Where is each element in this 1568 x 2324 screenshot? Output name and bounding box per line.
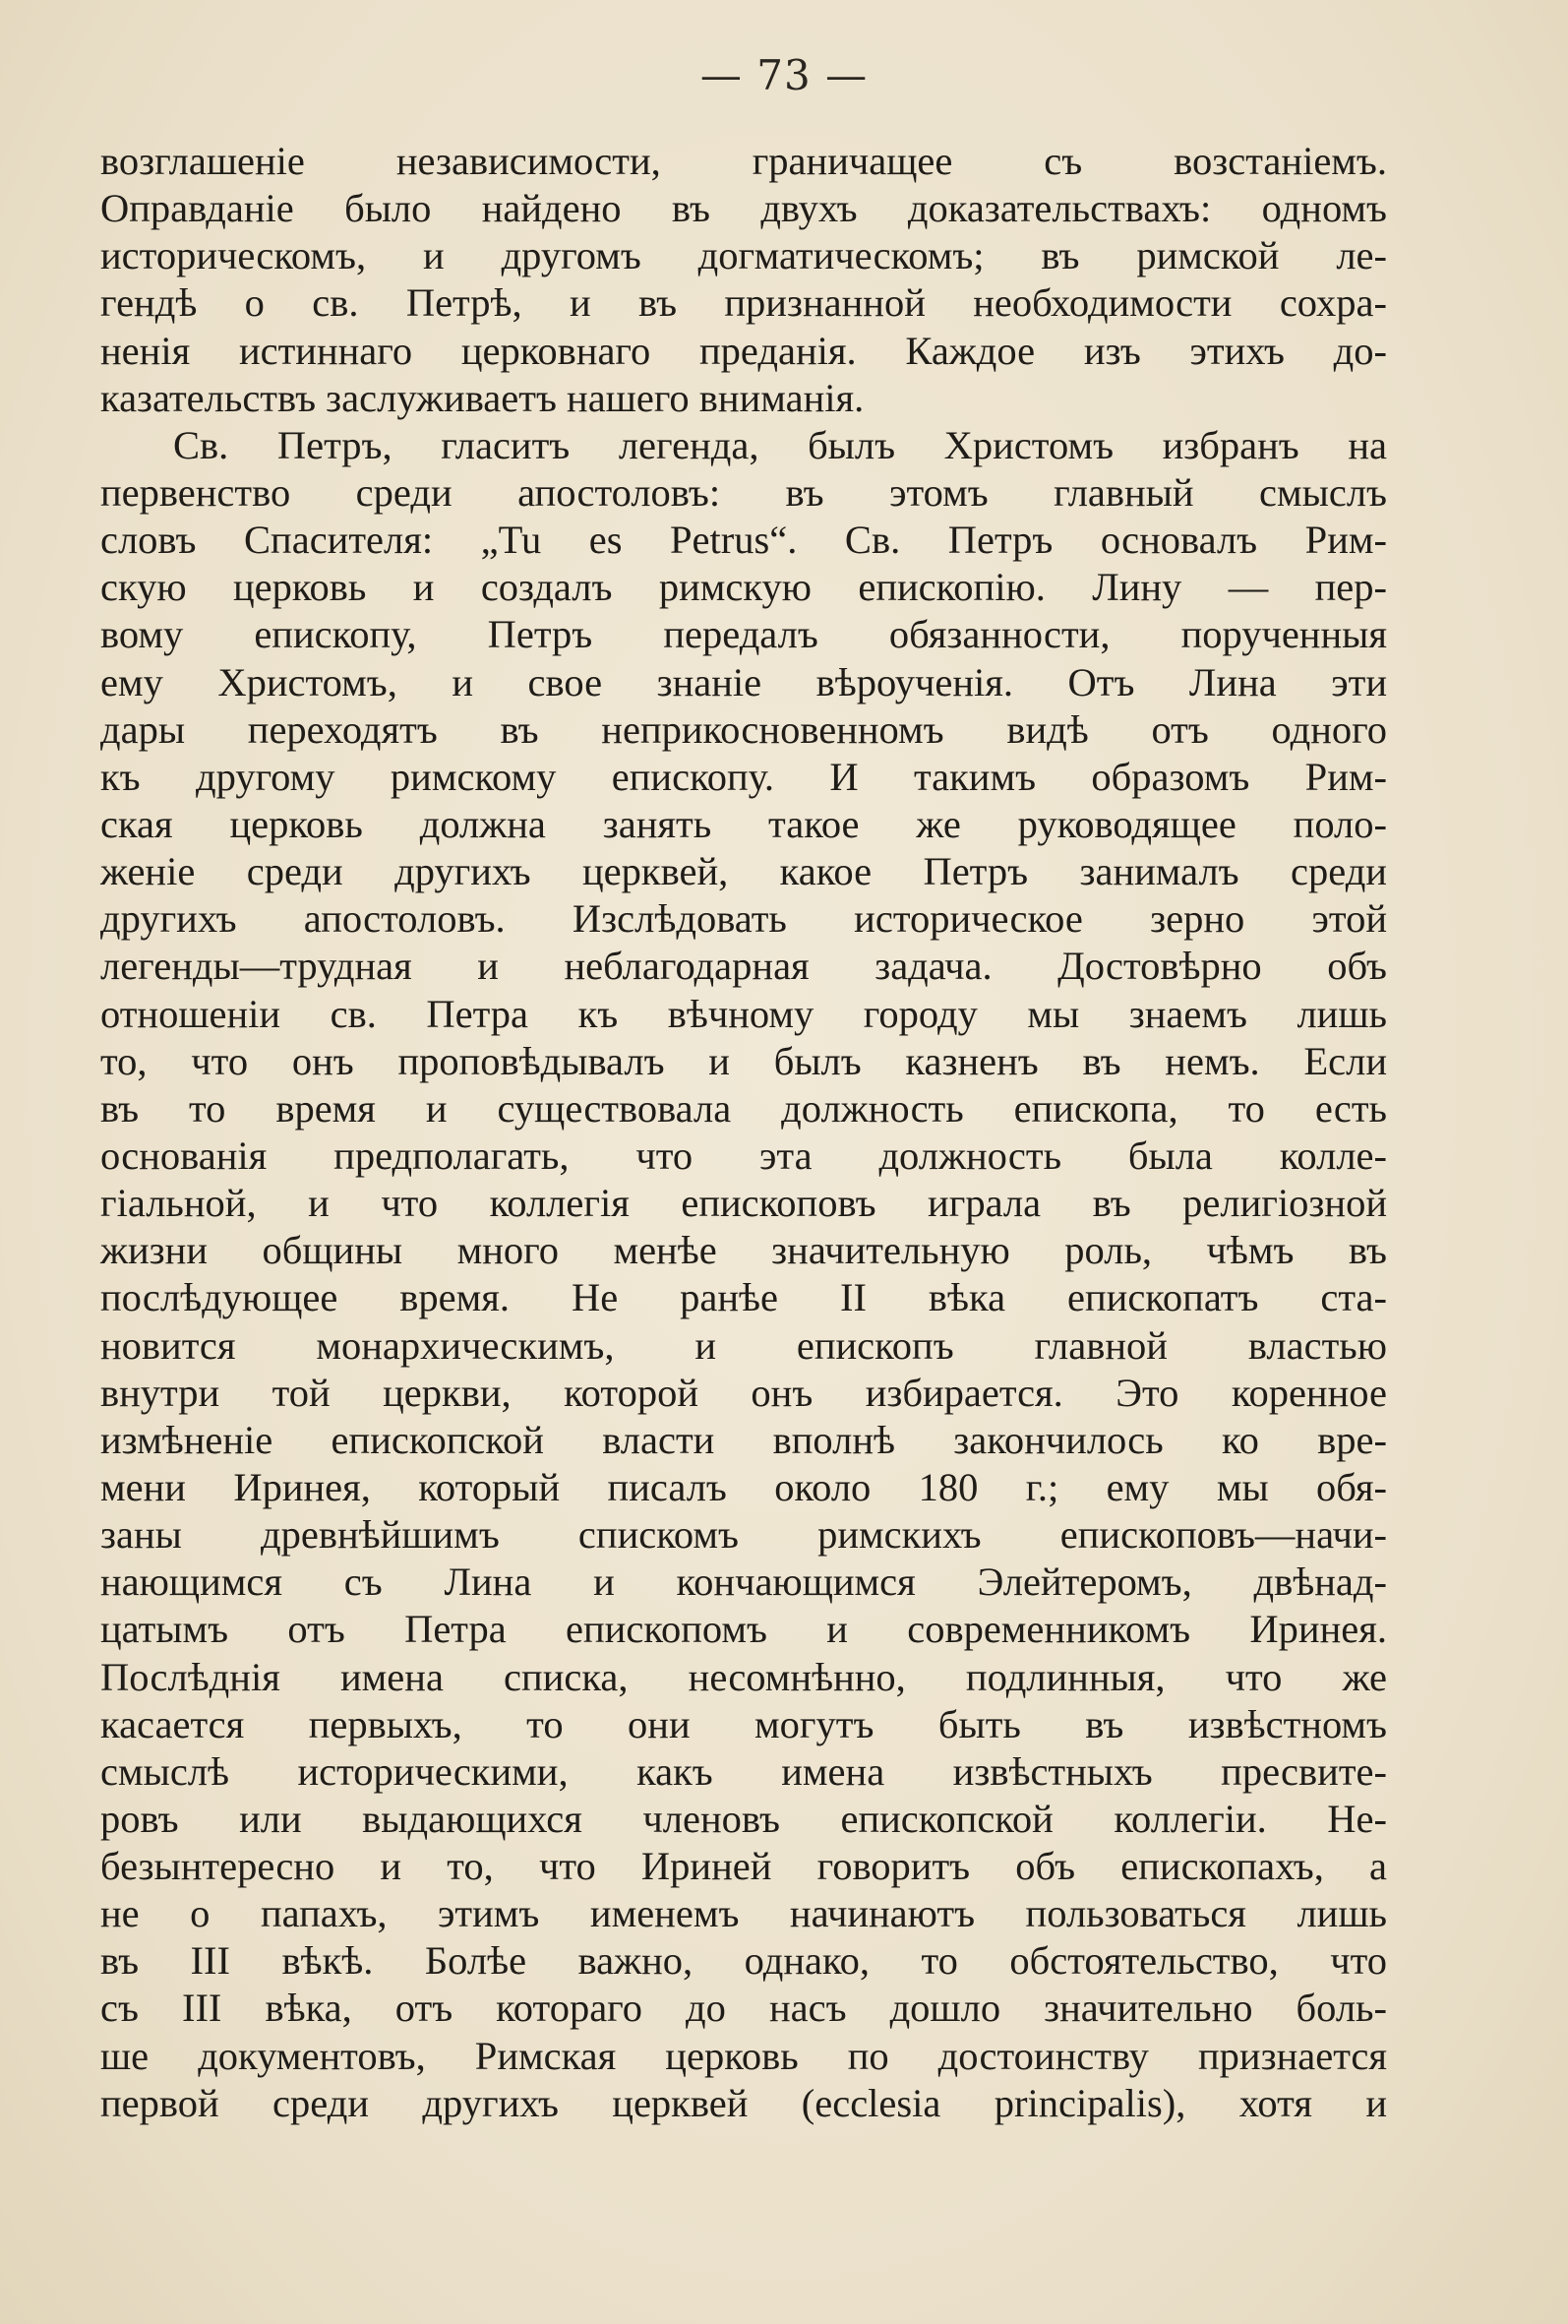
text-line: въ III вѣкѣ. Болѣе важно, однако, то обстоятельство, что — [100, 1938, 1387, 1984]
text-line: другихъ апостоловъ. Изслѣдовать историческое зерно этой — [100, 896, 1387, 942]
text-line: первенство среди апостоловъ: въ этомъ главный смыслъ — [100, 469, 1387, 515]
text-line: измѣненіе епископской власти вполнѣ закончилось ко вре- — [100, 1417, 1387, 1462]
text-line: первой среди другихъ церквей (ecclesia principalis), хотя и — [100, 2080, 1387, 2125]
text-line: ему Христомъ, и свое знаніе вѣроученія. Отъ Лина эти — [100, 659, 1387, 704]
text-line: скую церковь и создалъ римскую епископію. Лину — пер- — [100, 565, 1387, 610]
text-line: гіальной, и что коллегія епископовъ играла въ религіозной — [100, 1181, 1387, 1226]
text-line: внутри той церкви, которой онъ избирается. Это коренное — [100, 1370, 1387, 1415]
text-line: историческомъ, и другомъ догматическомъ; въ римской ле- — [100, 233, 1387, 278]
text-line: мени Иринея, который писалъ около 180 г.; ему мы обя- — [100, 1464, 1387, 1509]
text-line: къ другому римскому епископу. И такимъ образомъ Рим- — [100, 754, 1387, 799]
text-line: словъ Спасителя: „Tu es Petrus“. Св. Петръ основалъ Рим- — [100, 518, 1387, 563]
text-line: казательствъ заслуживаетъ нашего вниманія. — [100, 375, 865, 420]
text-line: ше документовъ, Римская церковь по достоинству признается — [100, 2033, 1387, 2078]
text-line: жизни общины много менѣе значительную роль, чѣмъ въ — [100, 1228, 1387, 1273]
text-line: цатымъ отъ Петра епископомъ и современникомъ Иринея. — [100, 1607, 1387, 1652]
text-line: новится монархическимъ, и епископъ главной властью — [100, 1322, 1387, 1368]
text-line: ненія истиннаго церковнаго преданія. Каждое изъ этихъ до- — [100, 328, 1387, 373]
text-line: то, что онъ проповѣдывалъ и былъ казненъ въ немъ. Если — [100, 1038, 1387, 1083]
text-line: ровъ или выдающихся членовъ епископской коллегіи. Не- — [100, 1796, 1387, 1841]
text-line: не о папахъ, этимъ именемъ начинаютъ пользоваться лишь — [100, 1891, 1387, 1936]
text-line: основанія предполагать, что эта должность была колле- — [100, 1132, 1387, 1178]
text-line: смыслѣ историческими, какъ имена извѣстныхъ пресвите- — [100, 1748, 1387, 1794]
text-line: Св. Петръ, гласитъ легенда, былъ Христомъ избранъ на — [173, 422, 1387, 467]
text-line: женіе среди другихъ церквей, какое Петръ занималъ среди — [100, 849, 1387, 894]
text-line: Оправданіе было найдено въ двухъ доказательствахъ: одномъ — [100, 186, 1387, 231]
text-line: гендѣ о св. Петрѣ, и въ признанной необходимости сохра- — [100, 280, 1387, 326]
text-line: вому епископу, Петръ передалъ обязанности, порученныя — [100, 612, 1387, 657]
text-line: касается первыхъ, то они могутъ быть въ извѣстномъ — [100, 1701, 1387, 1746]
page-number: — 73 — — [699, 51, 869, 99]
text-line: дары переходятъ въ неприкосновенномъ видѣ отъ одного — [100, 706, 1387, 752]
text-line: нающимся съ Лина и кончающимся Элейтеромъ, двѣнад- — [100, 1560, 1387, 1605]
text-line: легенды—трудная и неблагодарная задача. Достовѣрно объ — [100, 944, 1387, 989]
text-line: Послѣднія имена списка, несомнѣнно, подлинныя, что же — [100, 1654, 1387, 1699]
body-text — [100, 138, 1387, 2127]
text-line: заны древнѣйшимъ спискомъ римскихъ епископовъ—начи- — [100, 1512, 1387, 1558]
text-line: ская церковь должна занять такое же руководящее поло- — [100, 801, 1387, 846]
text-line: отношеніи св. Петра къ вѣчному городу мы знаемъ лишь — [100, 991, 1387, 1036]
text-line: возглашеніе независимости, граничащее съ возстаніемъ. — [100, 139, 1387, 183]
text-line: въ то время и существовала должность епископа, то есть — [100, 1085, 1387, 1131]
text-line: съ III вѣка, отъ котораго до насъ дошло значительно боль- — [100, 1986, 1387, 2031]
text-line: послѣдующее время. Не ранѣе II вѣка епископатъ ста- — [100, 1275, 1387, 1320]
text-line: безынтересно и то, что Ириней говоритъ объ епископахъ, а — [100, 1844, 1387, 1889]
